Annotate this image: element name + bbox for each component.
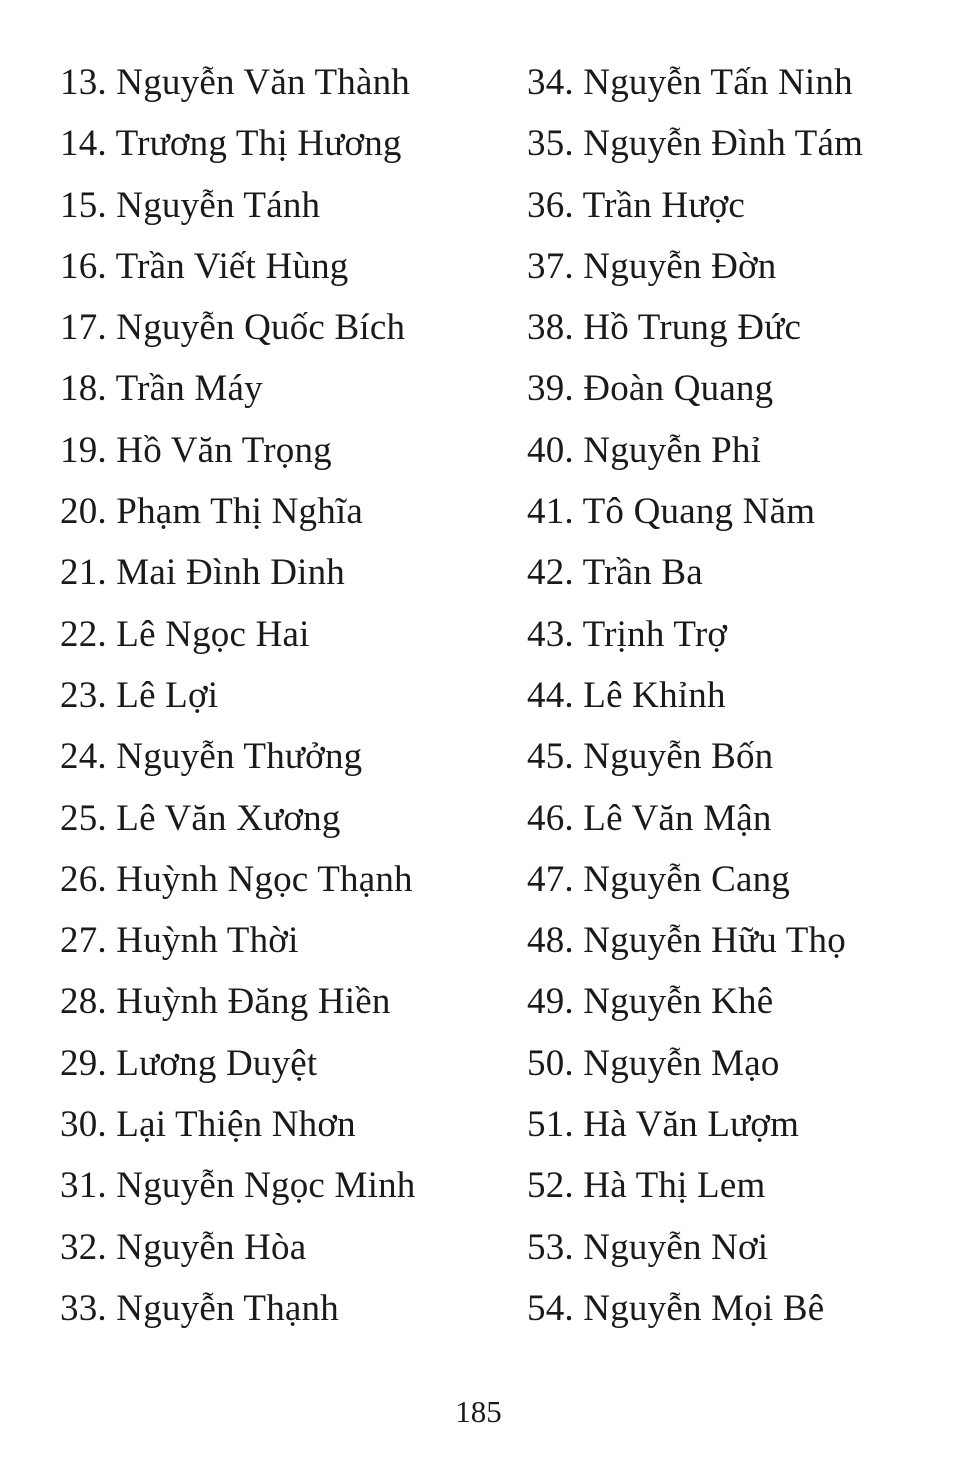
list-item: 40. Nguyễn Phỉ — [527, 429, 762, 471]
list-item: 46. Lê Văn Mận — [527, 797, 772, 839]
list-item: 13. Nguyễn Văn Thành — [60, 62, 410, 103]
list-item: 34. Nguyễn Tấn Ninh — [527, 62, 853, 103]
list-item: 38. Hồ Trung Đức — [527, 307, 802, 349]
list-item: 42. Trần Ba — [527, 552, 703, 594]
list-item: 39. Đoàn Quang — [527, 368, 774, 410]
list-item: 32. Nguyễn Hòa — [60, 1226, 307, 1268]
list-item: 51. Hà Văn Lượm — [527, 1104, 800, 1146]
list-item: 23. Lê Lợi — [60, 674, 219, 716]
names-list-right — [527, 52, 947, 1339]
list-item: 53. Nguyễn Nơi — [527, 1226, 769, 1268]
list-item: 45. Nguyễn Bốn — [527, 736, 774, 778]
list-item: 35. Nguyễn Đình Tám — [527, 123, 864, 165]
list-item: 27. Huỳnh Thời — [60, 920, 299, 962]
list-item: 49. Nguyễn Khê — [527, 981, 774, 1023]
list-item: 44. Lê Khỉnh — [527, 674, 726, 716]
list-item: 22. Lê Ngọc Hai — [60, 613, 310, 655]
list-item: 41. Tô Quang Năm — [527, 491, 816, 533]
list-item: 31. Nguyễn Ngọc Minh — [60, 1165, 416, 1207]
list-item: 50. Nguyễn Mạo — [527, 1042, 780, 1084]
list-item: 21. Mai Đình Dinh — [60, 552, 346, 594]
list-item: 18. Trần Máy — [60, 368, 263, 410]
list-item: 52. Hà Thị Lem — [527, 1165, 766, 1207]
list-item: 37. Nguyễn Đờn — [527, 245, 777, 287]
names-list-left — [60, 52, 500, 1339]
list-item: 30. Lại Thiện Nhơn — [60, 1104, 356, 1146]
list-item: 20. Phạm Thị Nghĩa — [60, 491, 364, 533]
list-item: 17. Nguyễn Quốc Bích — [60, 307, 406, 349]
list-item: 36. Trần Hược — [527, 184, 745, 226]
list-item: 28. Huỳnh Đăng Hiền — [60, 981, 391, 1023]
list-item: 24. Nguyễn Thưởng — [60, 736, 363, 778]
list-item: 26. Huỳnh Ngọc Thạnh — [60, 858, 413, 900]
list-item: 19. Hồ Văn Trọng — [60, 429, 332, 471]
list-item: 25. Lê Văn Xương — [60, 797, 341, 839]
list-item: 47. Nguyễn Cang — [527, 858, 790, 900]
list-item: 15. Nguyễn Tánh — [60, 184, 321, 226]
list-item: 48. Nguyễn Hữu Thọ — [527, 920, 846, 962]
list-item: 14. Trương Thị Hương — [60, 123, 402, 165]
page-number: 185 — [455, 1394, 502, 1429]
list-item: 16. Trần Viết Hùng — [60, 245, 349, 287]
list-item: 43. Trịnh Trợ — [527, 613, 728, 655]
list-item: 33. Nguyễn Thạnh — [60, 1287, 339, 1329]
list-item: 54. Nguyễn Mọi Bê — [527, 1287, 825, 1329]
list-item: 29. Lương Duyệt — [60, 1042, 318, 1084]
